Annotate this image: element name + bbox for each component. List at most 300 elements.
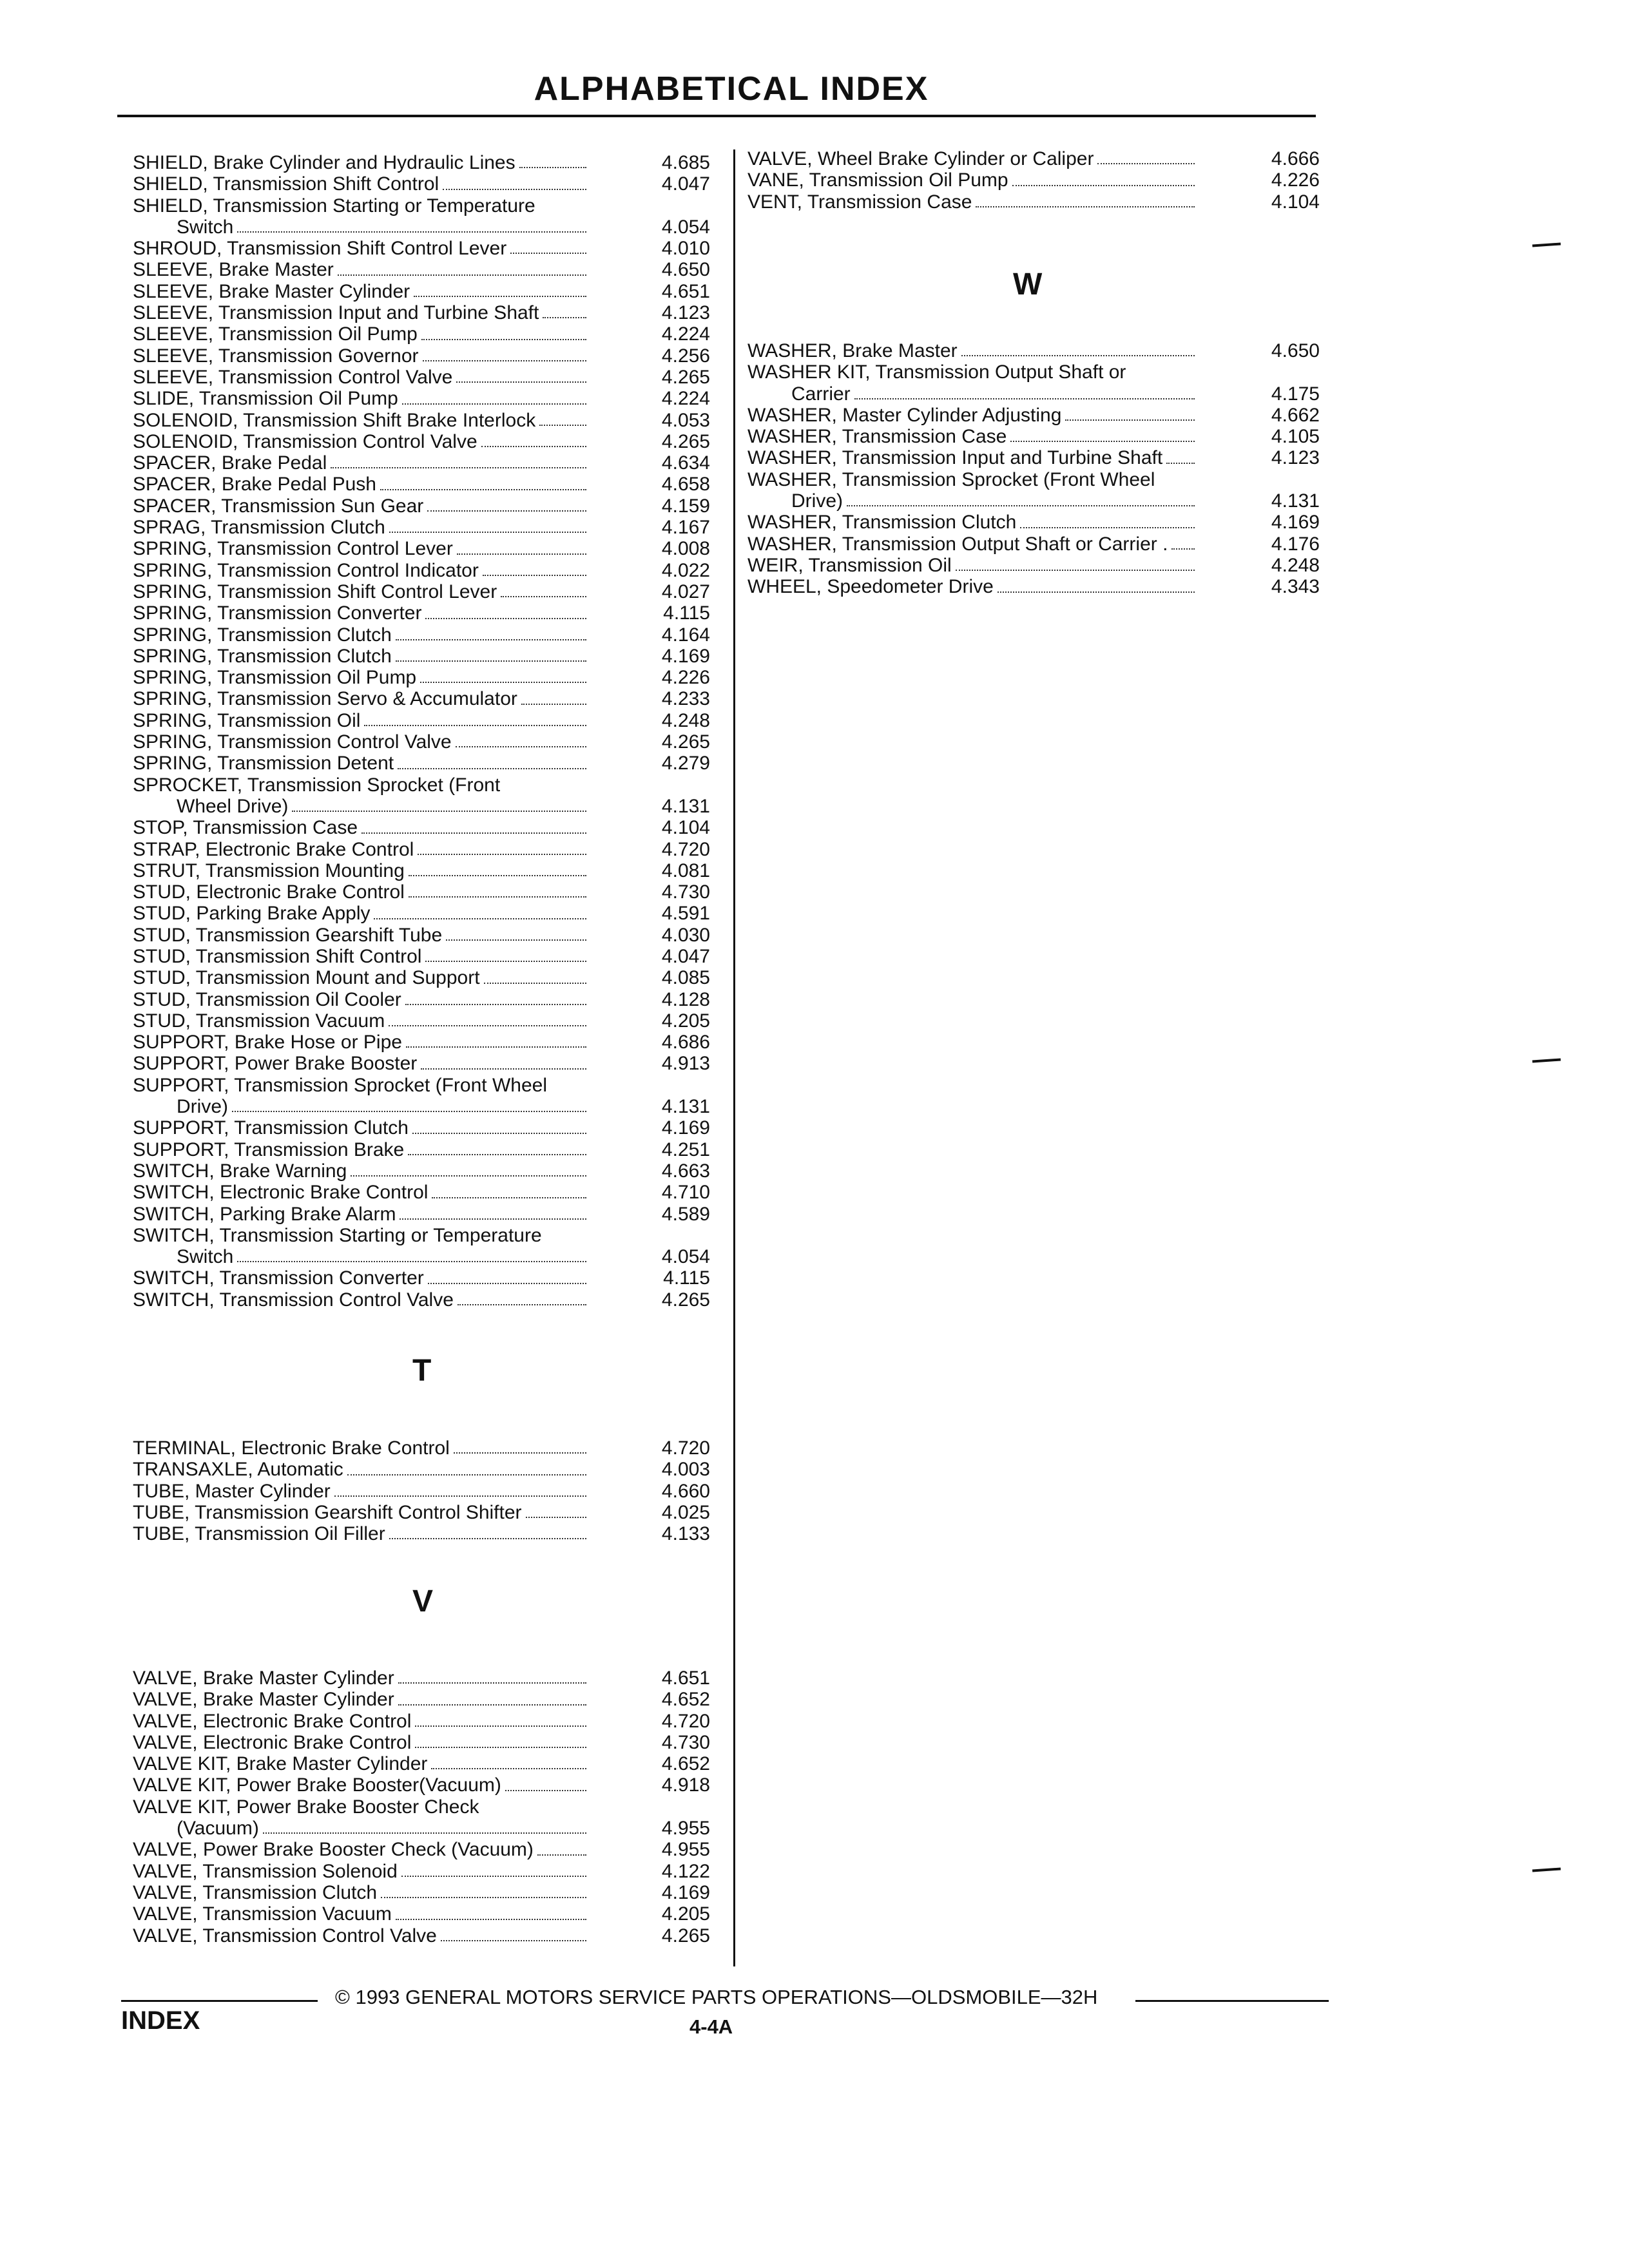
dot-leader (1012, 185, 1195, 186)
index-entry (133, 1882, 716, 1903)
entry-name: VALVE, Transmission Control Valve (133, 1925, 437, 1946)
dot-leader (847, 505, 1195, 506)
index-entry (133, 946, 716, 967)
index-entry (133, 1903, 716, 1925)
entry-page-number: 4.265 (661, 731, 710, 753)
entry-name: SPRING, Transmission Clutch (133, 624, 392, 646)
entry-page-number: 4.169 (661, 1881, 710, 1903)
entry-name: SHIELD, Brake Cylinder and Hydraulic Lines (133, 152, 516, 173)
entry-page-number: 4.913 (661, 1053, 710, 1075)
index-entry (133, 1053, 716, 1074)
entry-page-number: 4.104 (661, 817, 710, 839)
dot-leader (415, 1725, 586, 1727)
index-entry (133, 710, 716, 731)
footer-copyright: © 1993 GENERAL MOTORS SERVICE PARTS OPERATIONS—OLDSMOBILE—32H (335, 1986, 1098, 2008)
dot-leader (431, 1768, 586, 1769)
index-entry (133, 989, 716, 1010)
dot-leader (409, 896, 586, 898)
entry-name: SOLENOID, Transmission Control Valve (133, 430, 477, 452)
entry-page-number: 4.248 (661, 709, 710, 731)
index-entry (747, 426, 1327, 447)
entry-page-number: 4.131 (661, 795, 710, 817)
dot-leader (457, 553, 586, 555)
dot-leader (539, 425, 586, 426)
entry-page-number: 4.025 (661, 1501, 710, 1523)
entry-name: SWITCH, Transmission Starting or Temperature (133, 1224, 542, 1246)
index-entry (133, 602, 716, 624)
entry-page-number: 4.003 (661, 1459, 710, 1481)
entry-page-number: 4.730 (661, 881, 710, 903)
entry-name: SUPPORT, Transmission Brake (133, 1139, 405, 1160)
dot-leader (537, 1854, 586, 1856)
dot-leader (237, 1261, 586, 1262)
dot-leader (521, 704, 586, 705)
entry-name: STUD, Transmission Oil Cooler (133, 988, 401, 1010)
index-entry (133, 345, 716, 367)
index-entry (747, 447, 1327, 468)
dot-leader (483, 575, 586, 576)
index-column-left (133, 152, 716, 1311)
dot-leader (409, 875, 586, 876)
entry-name: VALVE, Transmission Solenoid (133, 1860, 398, 1882)
dot-leader (428, 1283, 586, 1284)
entry-page-number: 4.265 (661, 366, 710, 388)
entry-name: Carrier (791, 383, 851, 405)
dot-leader (421, 339, 586, 340)
dot-leader (454, 1452, 586, 1454)
index-entry (133, 1753, 716, 1774)
entry-page-number: 4.169 (661, 645, 710, 667)
dot-leader (361, 832, 586, 834)
entry-name: SWITCH, Brake Warning (133, 1160, 347, 1182)
index-entry (133, 1796, 716, 1840)
dot-leader (543, 317, 586, 318)
entry-name: WASHER, Transmission Clutch (747, 512, 1017, 533)
dot-leader (432, 1197, 586, 1198)
entry-name: SWITCH, Parking Brake Alarm (133, 1203, 396, 1225)
entry-page-number: 4.265 (661, 1925, 710, 1946)
index-section-w (747, 340, 1327, 598)
entry-page-number: 4.730 (661, 1731, 710, 1753)
footer-rule-left (121, 2000, 318, 2002)
dot-leader (519, 167, 586, 168)
entry-name: STUD, Transmission Mount and Support (133, 967, 480, 989)
entry-page-number: 4.652 (661, 1689, 710, 1711)
dot-leader (402, 403, 586, 405)
index-entry (133, 925, 716, 946)
dot-leader (398, 768, 586, 769)
index-entry (133, 731, 716, 753)
entry-page-number: 4.205 (661, 1010, 710, 1032)
dot-leader (292, 811, 586, 812)
dot-leader (414, 296, 586, 297)
entry-page-number: 4.666 (1271, 148, 1320, 169)
index-entry (133, 1459, 716, 1480)
index-entry (747, 555, 1327, 576)
entry-name: SLIDE, Transmission Oil Pump (133, 388, 398, 410)
entry-name: SOLENOID, Transmission Shift Brake Interlock (133, 409, 536, 431)
entry-name: VANE, Transmission Oil Pump (747, 169, 1008, 191)
index-entry (133, 1689, 716, 1710)
section-letter-w: W (1013, 267, 1043, 302)
index-entry (747, 576, 1327, 597)
index-entry (133, 581, 716, 602)
entry-name: VALVE, Brake Master Cylinder (133, 1689, 394, 1711)
index-entry (133, 1481, 716, 1502)
dot-leader (481, 446, 586, 447)
entry-name: SPRING, Transmission Oil Pump (133, 667, 417, 689)
entry-page-number: 4.265 (661, 1289, 710, 1311)
index-section-v (133, 1667, 716, 1946)
index-entry (133, 1075, 716, 1118)
entry-page-number: 4.169 (661, 1117, 710, 1139)
dot-leader (976, 206, 1195, 207)
index-entry (133, 817, 716, 838)
footer-section-label: INDEX (121, 2006, 200, 2035)
entry-name: SPRING, Transmission Control Valve (133, 731, 452, 753)
index-entry (133, 452, 716, 474)
entry-name: VALVE, Transmission Clutch (133, 1881, 378, 1903)
index-entry (133, 1732, 716, 1753)
entry-page-number: 4.115 (663, 602, 710, 624)
dot-leader (510, 253, 586, 254)
entry-name: SLEEVE, Brake Master Cylinder (133, 280, 410, 302)
index-entry (133, 667, 716, 688)
index-entry (133, 1117, 716, 1139)
entry-page-number: 4.651 (661, 1667, 710, 1689)
dot-leader (526, 1517, 586, 1518)
entry-page-number: 4.343 (1271, 576, 1320, 598)
entry-name: VALVE, Transmission Vacuum (133, 1903, 392, 1925)
dot-leader (415, 1747, 586, 1748)
entry-name: SPROCKET, Transmission Sprocket (Front (133, 774, 501, 796)
index-entry (133, 152, 716, 173)
dot-leader (1065, 419, 1195, 421)
dot-leader (380, 489, 586, 490)
index-entry (133, 281, 716, 302)
dot-leader (425, 618, 586, 619)
index-entry (747, 148, 1327, 169)
dot-leader (446, 939, 586, 941)
index-entry (133, 1032, 716, 1053)
entry-name: STOP, Transmission Case (133, 817, 358, 839)
index-entry (133, 238, 716, 259)
entry-page-number: 4.104 (1271, 191, 1320, 213)
dot-leader (1020, 527, 1195, 528)
entry-page-number: 4.650 (661, 259, 710, 281)
dot-leader (854, 398, 1195, 399)
dot-leader (405, 1004, 586, 1005)
index-entry (133, 259, 716, 280)
dot-leader (961, 355, 1195, 356)
footer-rule-right (1135, 2000, 1329, 2002)
index-entry (133, 1267, 716, 1289)
entry-page-number: 4.123 (661, 302, 710, 324)
entry-page-number: 4.115 (663, 1267, 710, 1289)
index-entry (133, 1667, 716, 1689)
entry-name: TUBE, Transmission Gearshift Control Shifter (133, 1501, 522, 1523)
entry-name: VALVE KIT, Brake Master Cylinder (133, 1753, 428, 1775)
entry-page-number: 4.918 (661, 1774, 710, 1796)
index-entry (133, 195, 716, 238)
dot-leader (400, 1218, 586, 1220)
entry-name: Drive) (791, 490, 843, 512)
entry-page-number: 4.248 (1271, 554, 1320, 576)
entry-name: WEIR, Transmission Oil (747, 554, 952, 576)
index-section-t (133, 1437, 716, 1544)
entry-name: VALVE KIT, Power Brake Booster Check (133, 1796, 479, 1818)
dot-leader (396, 660, 586, 662)
entry-page-number: 4.686 (661, 1032, 710, 1053)
entry-page-number: 4.047 (661, 945, 710, 967)
entry-name: SWITCH, Transmission Control Valve (133, 1289, 454, 1311)
entry-page-number: 4.159 (661, 495, 710, 517)
entry-name: STUD, Electronic Brake Control (133, 881, 405, 903)
margin-mark (1532, 1867, 1561, 1872)
entry-page-number: 4.008 (661, 538, 710, 560)
entry-name: SUPPORT, Power Brake Booster (133, 1053, 418, 1075)
dot-leader (338, 274, 586, 276)
index-entry (133, 474, 716, 495)
column-divider (733, 149, 735, 1966)
dot-leader (401, 1876, 586, 1877)
entry-page-number: 4.131 (1271, 490, 1320, 512)
dot-leader (389, 1538, 586, 1539)
entry-page-number: 4.720 (661, 1710, 710, 1732)
dot-leader (331, 467, 586, 468)
entry-page-number: 4.054 (661, 1246, 710, 1268)
entry-name: TUBE, Transmission Oil Filler (133, 1523, 385, 1545)
index-entry (133, 1839, 716, 1860)
entry-page-number: 4.710 (661, 1182, 710, 1204)
index-entry (133, 774, 716, 818)
index-entry (133, 688, 716, 709)
entry-page-number: 4.685 (661, 152, 710, 173)
dot-leader (351, 1175, 586, 1177)
entry-name: SLEEVE, Transmission Input and Turbine Shaft (133, 302, 539, 324)
entry-name: WASHER, Transmission Input and Turbine Shaft (747, 447, 1163, 469)
index-entry (133, 1160, 716, 1182)
entry-name: SPRING, Transmission Control Indicator (133, 559, 479, 581)
index-entry (747, 191, 1327, 213)
index-entry (133, 1225, 716, 1268)
index-entry (133, 410, 716, 431)
entry-name: SHIELD, Transmission Starting or Temperature (133, 195, 535, 216)
index-entry (747, 169, 1327, 191)
index-entry (747, 405, 1327, 426)
entry-name: TRANSAXLE, Automatic (133, 1459, 343, 1481)
index-entry (133, 1774, 716, 1796)
dot-leader (374, 918, 586, 919)
dot-leader (441, 1940, 586, 1941)
entry-page-number: 4.176 (1271, 533, 1320, 555)
margin-mark (1532, 1058, 1561, 1062)
entry-page-number: 4.224 (661, 388, 710, 410)
entry-page-number: 4.054 (661, 216, 710, 238)
dot-leader (458, 1304, 586, 1305)
entry-page-number: 4.651 (661, 280, 710, 302)
dot-leader (456, 746, 586, 747)
dot-leader (1097, 163, 1195, 164)
index-entry (133, 753, 716, 774)
entry-page-number: 4.650 (1271, 340, 1320, 361)
entry-page-number: 4.955 (661, 1839, 710, 1861)
dot-leader (420, 682, 586, 683)
dot-leader (406, 1046, 586, 1048)
index-entry (133, 646, 716, 667)
index-entry (133, 1204, 716, 1225)
index-entry (133, 1861, 716, 1882)
index-entry (133, 323, 716, 345)
entry-page-number: 4.720 (661, 838, 710, 860)
entry-name: SPRING, Transmission Shift Control Lever (133, 581, 497, 602)
entry-name: SPRING, Transmission Control Lever (133, 538, 453, 560)
entry-name: WASHER, Master Cylinder Adjusting (747, 404, 1062, 426)
entry-name: SPACER, Brake Pedal (133, 452, 327, 474)
entry-name: Switch (177, 216, 234, 238)
dot-leader (427, 510, 586, 512)
entry-name: VALVE KIT, Power Brake Booster(Vacuum) (133, 1774, 501, 1796)
entry-page-number: 4.123 (1271, 447, 1320, 469)
entry-name: SPACER, Brake Pedal Push (133, 474, 376, 495)
index-entry (133, 1289, 716, 1311)
entry-page-number: 4.265 (661, 430, 710, 452)
dot-leader (364, 725, 586, 726)
entry-name: SPRING, Transmission Oil (133, 709, 361, 731)
dot-leader (421, 1068, 586, 1070)
entry-name: SLEEVE, Transmission Governor (133, 345, 419, 367)
entry-page-number: 4.047 (661, 173, 710, 195)
entry-name: VALVE, Electronic Brake Control (133, 1710, 412, 1732)
dot-leader (412, 1133, 586, 1134)
entry-name: VALVE, Electronic Brake Control (133, 1731, 412, 1753)
entry-page-number: 4.658 (661, 474, 710, 495)
entry-name: SUPPORT, Transmission Sprocket (Front Wheel (133, 1074, 547, 1096)
entry-page-number: 4.164 (661, 624, 710, 646)
entry-page-number: 4.175 (1271, 383, 1320, 405)
index-entry (133, 1925, 716, 1946)
entry-page-number: 4.027 (661, 581, 710, 602)
entry-name: STUD, Transmission Vacuum (133, 1010, 385, 1032)
entry-name: STUD, Transmission Shift Control (133, 945, 422, 967)
dot-leader (456, 381, 586, 383)
section-letter-t: T (412, 1354, 432, 1388)
entry-page-number: 4.660 (661, 1480, 710, 1502)
index-entry (133, 1437, 716, 1459)
index-entry (133, 538, 716, 559)
dot-leader (334, 1495, 586, 1497)
entry-name: SPRING, Transmission Converter (133, 602, 422, 624)
entry-name: SUPPORT, Brake Hose or Pipe (133, 1032, 402, 1053)
entry-name: SHROUD, Transmission Shift Control Lever (133, 238, 507, 260)
dot-leader (505, 1790, 586, 1791)
entry-name: VALVE, Power Brake Booster Check (Vacuum) (133, 1839, 534, 1861)
entry-page-number: 4.233 (661, 688, 710, 710)
entry-name: STRUT, Transmission Mounting (133, 860, 405, 881)
entry-page-number: 4.030 (661, 924, 710, 946)
entry-name: VALVE, Wheel Brake Cylinder or Caliper (747, 148, 1094, 169)
index-entry (133, 903, 716, 924)
entry-page-number: 4.133 (661, 1523, 710, 1545)
entry-page-number: 4.010 (661, 238, 710, 260)
entry-name: STUD, Transmission Gearshift Tube (133, 924, 443, 946)
entry-name: SPRING, Transmission Servo & Accumulator (133, 688, 517, 710)
entry-name: WASHER KIT, Transmission Output Shaft or (747, 361, 1126, 383)
index-entry (133, 1711, 716, 1732)
entry-name: SUPPORT, Transmission Clutch (133, 1117, 409, 1139)
index-entry (133, 388, 716, 409)
entry-page-number: 4.955 (661, 1818, 710, 1840)
entry-name: SLEEVE, Brake Master (133, 259, 334, 281)
entry-page-number: 4.169 (1271, 512, 1320, 533)
entry-page-number: 4.279 (661, 753, 710, 774)
dot-leader (263, 1832, 586, 1834)
entry-name: WHEEL, Speedometer Drive (747, 576, 994, 598)
entry-page-number: 4.589 (661, 1203, 710, 1225)
entry-page-number: 4.226 (661, 667, 710, 689)
entry-page-number: 4.167 (661, 517, 710, 539)
entry-name: SWITCH, Electronic Brake Control (133, 1182, 429, 1204)
entry-name: SPRAG, Transmission Clutch (133, 517, 385, 539)
entry-page-number: 4.081 (661, 860, 710, 881)
entry-page-number: 4.652 (661, 1753, 710, 1775)
index-entry (747, 533, 1327, 555)
entry-name: Wheel Drive) (177, 795, 289, 817)
index-entry (133, 967, 716, 988)
dot-leader (396, 639, 586, 640)
dot-leader (398, 1704, 586, 1706)
dot-leader (1166, 463, 1195, 464)
dot-leader (484, 983, 586, 984)
entry-page-number: 4.663 (661, 1160, 710, 1182)
entry-name: VALVE, Brake Master Cylinder (133, 1667, 394, 1689)
dot-leader (396, 1919, 586, 1920)
index-entry (133, 624, 716, 646)
entry-name: TUBE, Master Cylinder (133, 1480, 331, 1502)
entry-name: SPACER, Transmission Sun Gear (133, 495, 424, 517)
dot-leader (1010, 441, 1195, 442)
index-entry (133, 1523, 716, 1544)
index-entry (133, 173, 716, 195)
dot-leader (347, 1474, 586, 1475)
index-entry (747, 469, 1327, 512)
dot-leader (381, 1897, 586, 1898)
entry-name: (Vacuum) (177, 1818, 259, 1840)
section-letter-v: V (412, 1584, 434, 1619)
entry-name: Drive) (177, 1096, 228, 1118)
entry-name: SPRING, Transmission Detent (133, 753, 394, 774)
dot-leader (389, 532, 586, 533)
dot-leader (398, 1682, 586, 1684)
index-entry (747, 361, 1327, 405)
dot-leader (232, 1111, 586, 1112)
margin-mark (1532, 242, 1561, 247)
entry-name: VENT, Transmission Case (747, 191, 972, 213)
footer-page-number: 4-4A (689, 2015, 733, 2038)
index-entry (747, 512, 1327, 533)
dot-leader (1171, 548, 1195, 550)
dot-leader (408, 1154, 586, 1155)
entry-name: WASHER, Transmission Output Shaft or Carrier . (747, 533, 1168, 555)
entry-page-number: 4.662 (1271, 404, 1320, 426)
dot-leader (501, 596, 586, 597)
dot-leader (418, 854, 586, 855)
entry-name: WASHER, Transmission Case (747, 426, 1007, 448)
dot-leader (425, 961, 586, 962)
entry-page-number: 4.053 (661, 409, 710, 431)
entry-name: STUD, Parking Brake Apply (133, 903, 371, 925)
entry-page-number: 4.085 (661, 967, 710, 989)
